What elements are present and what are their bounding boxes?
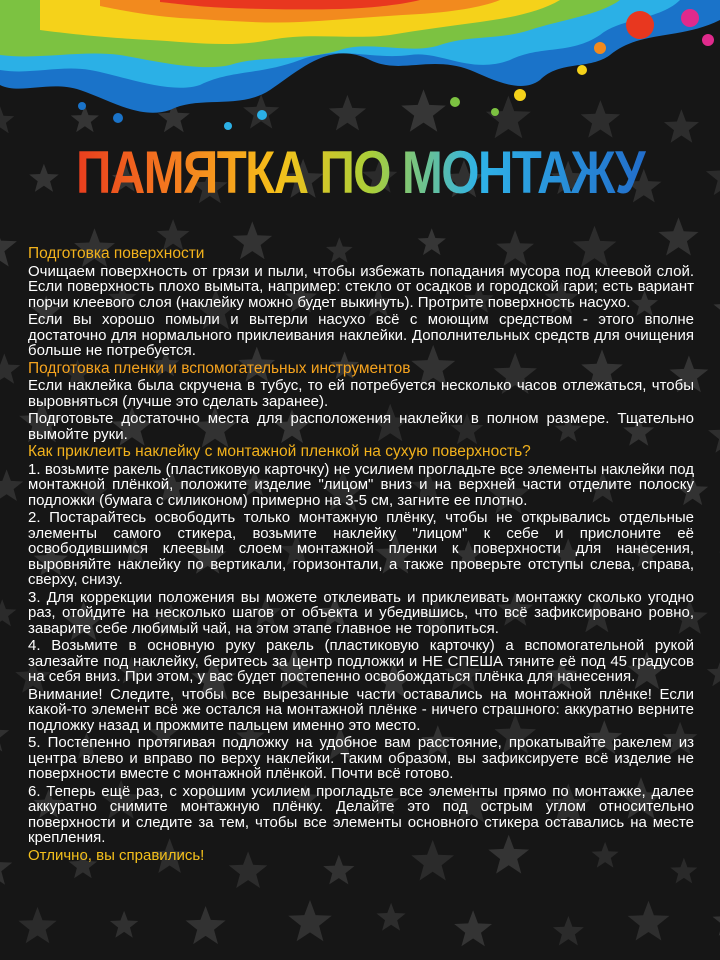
star-shape <box>0 469 23 501</box>
paragraph: Подготовьте достаточно места для расположения наклейки в полном размере. Тщательно вымойте руки. <box>28 410 694 443</box>
star-shape <box>29 164 59 192</box>
star-shape <box>713 905 720 936</box>
star-shape <box>553 916 584 946</box>
paragraph: Если наклейка была скручена в тубус, то ей потребуется несколько часов отлежаться, чтобы выровняться (лучше это сделать заранее). <box>28 377 694 410</box>
step-4: 4. Возьмите в основную руку ракель (пластиковую карточку) а вспомогательной рукой залезайте под наклейку, беритесь за центр подложки и НЕ СПЕША тяните её под 45 градусов на себя вниз. При этом, у вас будет постепенно освобождаться плёнка для нанесения. <box>28 637 694 685</box>
page-title: ПАМЯТКА ПО МОНТАЖУ <box>65 138 655 208</box>
star-shape <box>708 417 720 453</box>
star-shape <box>288 900 331 941</box>
section-heading-how-to-apply: Как приклеить наклейку с монтажной пленкой на сухую поверхность? <box>28 443 531 460</box>
paragraph: Очищаем поверхность от грязи и пыли, чтобы избежать попадания мусора под клеевой слой. Если поверхность плохо вымыта, например: стекло от осадков и городской гари; есть вариант порчи клеевого слоя (наклейку можно будет выкинуть). Протрите поверхность насухо. <box>28 262 694 311</box>
paragraph: Если вы хорошо помыли и вытерли насухо всё с моющим средством - этого вполне достаточно для нормального приклеивания наклейки. Дополнительных средств для очищения больше не потребуется. <box>28 311 694 359</box>
step-2: 2. Постарайтесь освободить только монтажную плёнку, чтобы не открывались отдельные элементы самого стикера, возьмите наклейку "лицом" к себе и прислоните её освободившимся клеевым слоем монтажной пленки к поверхности для нанесения, выровняйте наклейку по вертикали, горизонтали, а также проверьте отступы слева, справа, сверху, снизу. <box>28 509 694 588</box>
star-shape <box>454 910 492 946</box>
step-1: 1. возьмите ракель (пластиковую карточку) не усилием прогладьте все элементы наклейки под монтажной плёнкой, положите изделие "лицом" вниз и на верхней части отделите полоску подложки (бумага с силиконом) примерно на 3-5 см, загните ее плотно. <box>28 460 694 509</box>
star-shape <box>186 906 226 944</box>
step-5: 5. Постепенно протягивая подложку на удобное вам расстояние, прокатывайте ракелем из центра влево и вправо по верху наклейки. Таким образом, вы зафиксируете всё изделие не поверхности вместе с монтажной плёнкой. Почти всё готово. <box>28 734 694 782</box>
final-message: Отлично, вы справились! <box>28 846 205 864</box>
star-shape <box>18 907 56 943</box>
star-shape <box>0 226 17 267</box>
instructions-content <box>28 246 694 865</box>
star-shape <box>0 599 16 626</box>
star-shape <box>0 849 12 885</box>
star-shape <box>714 292 720 324</box>
star-shape <box>707 659 720 687</box>
star-shape <box>628 901 670 941</box>
star-shape <box>0 717 9 751</box>
section-heading-film-prep: Подготовка пленки и вспомогательных инструментов <box>28 359 411 377</box>
star-shape <box>0 354 20 384</box>
step-6: 6. Теперь ещё раз, с хорошим усилием прогладьте все элементы прямо по монтажке, далее аккуратно снимите монтажную плёнку. Делайте это под острым углом относительно поверхности и следите за тем, чтобы все элементы основного стикера оставались на месте крепления. <box>28 782 694 846</box>
star-shape <box>110 911 138 938</box>
step-3: 3. Для коррекции положения вы можете отклеивать и приклеивать монтажку сколько угодно раз, отойдите на несколько шагов от объекта и убедившись, что всё зафиксировано ровно, заварите себе любимый чай, на этом этапе главное не торопиться. <box>28 588 694 637</box>
paint-splash-decoration <box>0 0 720 140</box>
section-heading-surface: Подготовка поверхности <box>28 245 205 262</box>
star-shape <box>377 903 406 931</box>
star-shape <box>706 156 720 195</box>
attention-note: Внимание! Следите, чтобы все вырезанные части оставались на монтажной плёнке! Если какой-то элемент всё же остался на монтажной плёнке - ничего страшного: аккуратно верните подложку назад и прожмите пальцем именно это место. <box>28 685 694 734</box>
